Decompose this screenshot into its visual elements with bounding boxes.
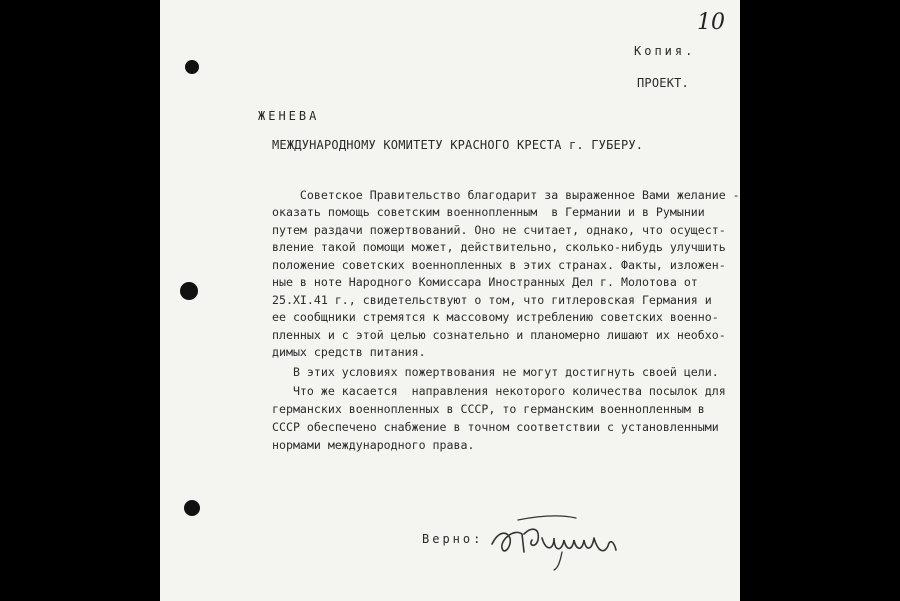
signature: [488, 512, 618, 572]
city-heading: ЖЕНЕВА: [258, 109, 320, 123]
body-line: ее сообщники стремятся к массовому истреблению советских военно-: [272, 310, 719, 324]
body-line: вление такой помощи может, действительно, сколько-нибудь улучшить: [272, 240, 726, 254]
body-line: В этих условиях пожертвования не могут достигнуть своей цели.: [272, 365, 719, 379]
draft-label: ПРОЕКТ.: [637, 76, 689, 90]
body-line: германских военнопленных в СССР, то германским военнопленным в: [272, 402, 705, 416]
body-line: СССР обеспечено снабжение в точном соответствии с установленными: [272, 420, 719, 434]
addressee-heading: МЕЖДУНАРОДНОМУ КОМИТЕТУ КРАСНОГО КРЕСТА г. ГУБЕРУ.: [272, 138, 644, 152]
copy-label: Копия.: [634, 44, 696, 58]
body-line: Что же касается направления некоторого количества посылок для: [272, 384, 726, 398]
body-line: положение советских военнопленных в этих странах. Факты, изложен-: [272, 258, 726, 272]
body-line: Советское Правительство благодарит за выраженное Вами желание -: [272, 188, 740, 202]
body-line: ные в ноте Народного Комиссара Иностранных Дел г. Молотова от: [272, 275, 698, 289]
binding-hole-top: [185, 60, 199, 74]
body-line: путем раздачи пожертвований. Оно не считает, однако, что осущест-: [272, 223, 726, 237]
document-page: [160, 0, 740, 601]
body-line: димых средств питания.: [272, 345, 426, 359]
handwritten-page-number: 10: [697, 10, 725, 35]
binding-hole-middle: [180, 282, 198, 300]
verno-label: Верно:: [422, 532, 484, 546]
body-line: 25.XI.41 г., свидетельствуют о том, что гитлеровская Германия и: [272, 293, 712, 307]
body-line: нормами международного права.: [272, 438, 475, 452]
body-line: оказать помощь советским военнопленным в Германии и в Румынии: [272, 205, 705, 219]
body-line: пленных и с этой целью сознательно и планомерно лишают их необхо-: [272, 328, 726, 342]
binding-hole-bottom: [184, 500, 200, 516]
